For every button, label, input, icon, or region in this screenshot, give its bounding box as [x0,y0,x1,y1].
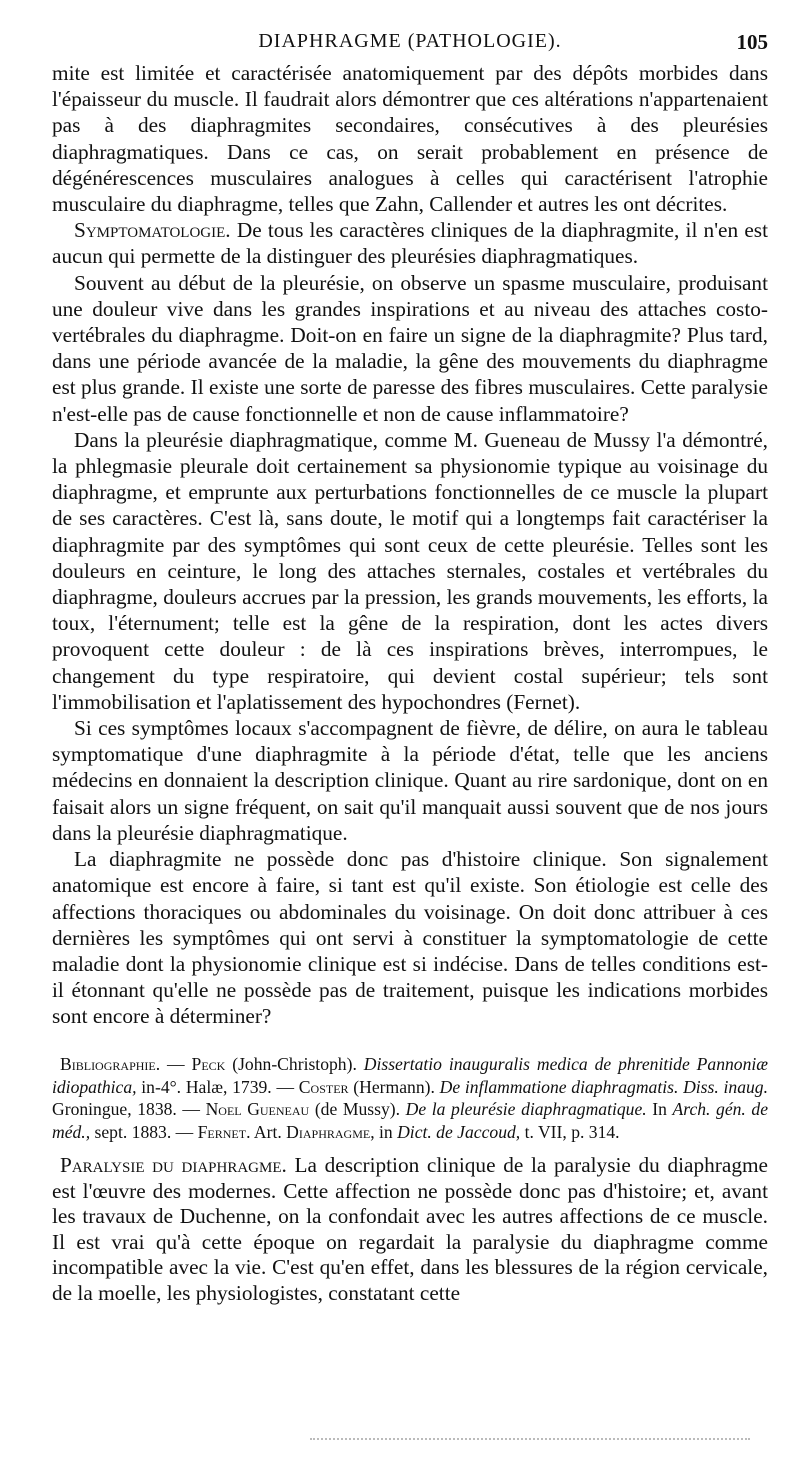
publication-info: In [646,1099,673,1119]
bibliography-label: Bibliographie. [60,1054,161,1074]
publication-info: Groningue, 1838. — [52,1099,206,1119]
work-title: Dissertatio inauguralis medica de phrenitide Pannoniæ idiopathica, [52,1054,769,1097]
paragraph-symptomatologie [52,217,768,269]
running-head [52,30,768,58]
paragraph-paralysie [52,1153,768,1306]
publication-info: . Art. [246,1121,287,1142]
dictionary-title: Dict. de Jaccoud, [397,1121,521,1142]
paragraph-continuation: mite est limitée et caractérisée anatomiquement par des dépôts morbides dans l'épaisseur du muscle. Il faudrait alors démontrer que ces altérations n'appartenaient pas à des diaphragmites secondaires, consécutives à des pleurésies diaphragmatiques. Dans ce cas, on serait probablement en présence de dégénérescences musculaires analogues à celles qui caractérisent l'atrophie musculaire du diaphragme, telles que Zahn, Callender et autres les ont décrites. [52,61,768,217]
section-heading-symptomatologie: Symptomatologie. [74,218,231,243]
paragraph: Dans la pleurésie diaphragmatique, comme M. Gueneau de Mussy l'a démontré, la phlegmasie pleurale doit certainement sa physionomie typique au voisinage du diaphragme, et emprunte aux perturbations fonctionnelles de ce muscle la plupart de ses caractères. C'est là, sans doute, le motif qui a longtemps fait caractériser la diaphragmite par des symptômes qui sont ceux de cette pleurésie. Telles sont les douleurs en ceinture, le long des attaches sternales, costales et vertébrales du diaphragme, douleurs accrues par la pression, les grands mouvements, les efforts, la toux, l'éternument; telle est la gêne de la respiration, dont les actes divers provoquent cette douleur : de là ces inspirations brèves, interrompues, le changement du type respiratoire, qui devient costal supérieur; tels sont l'immobilisation et l'aplatissement des hypochondres (Fernet). [52,427,768,714]
paragraph: Souvent au début de la pleurésie, on observe un spasme musculaire, produisant une douleur vive dans les grandes inspirations et au niveau des attaches costo-vertébrales du diaphragme. Doit-on en faire un signe de la diaphragmite? Plus tard, dans une période avancée de la maladie, la gêne des mouvements du diaphragme est plus grande. Il existe une sorte de paresse des fibres musculaires. Cette paralysie n'est-elle pas de cause fonctionnelle et non de cause inflammatoire? [52,270,768,426]
publication-info: sept. 1883. — [90,1121,198,1142]
section-heading-paralysie: Paralysie du diaphragme. [60,1153,287,1177]
author-name: Fernet [197,1121,247,1142]
paragraph-text: De tous les caractères cliniques de la diaphragmite, il n'en est aucun qui permette de la distinguer des pleurésies diaphragmatiques. [52,218,768,269]
work-title: De la pleurésie diaphragmatique. [405,1099,647,1119]
author-detail: (de Mussy). [309,1099,406,1119]
author-name: Coster [298,1076,349,1097]
author-detail: (Hermann). [348,1076,440,1097]
running-title: DIAPHRAGME (PATHOLOGIE). [258,30,562,52]
journal-title: Arch. gén. de méd., [52,1099,769,1142]
main-text [52,60,768,1030]
paragraph: La diaphragmite ne possède donc pas d'histoire clinique. Son signalement anatomique est encore à faire, si tant est qu'il existe. Son étiologie est celle des affections thoraciques ou abdominales du voisinage. On doit donc attribuer à ces dernières les symptômes qui ont servi à constituer la symptomatologie de cette maladie dont la physionomie clinique est si indécise. Dans de telles conditions est-il étonnant qu'elle ne possède pas de traitement, puisque les indications morbides sont encore à déterminer? [52,847,768,1029]
paralysie-section [52,1153,768,1306]
bottom-bleed-line [310,1438,750,1440]
page-number: 105 [736,30,768,54]
paragraph-text: La description clinique de la paralysie du diaphragme est l'œuvre des modernes. Cette affection ne possède donc pas d'histoire; et, avant les travaux de Duchenne, on la confondait avec les autres affections de ce muscle. Il est vrai qu'à cette époque on regardait la paralysie du diaphragme comme incompatible avec la vie. C'est qu'en effet, dans les blessures de la région cervicale, de la moelle, les physiologistes, constatant cette [52,1153,769,1305]
publication-info: in-4°. Halæ, 1739. — [136,1076,299,1097]
author-name: Noel Gueneau [205,1099,310,1119]
bibliography-entry [52,1053,768,1143]
article-word: Diaphragme [286,1121,371,1142]
work-title: De inflammatione diaphragmatis. Diss. inaug. [439,1076,769,1097]
publication-info: , in [370,1121,398,1142]
author-name: Peck [191,1054,226,1074]
publication-info: t. VII, p. 314. [520,1121,620,1142]
paragraph: Si ces symptômes locaux s'accompagnent de fièvre, de délire, on aura le tableau symptomatique d'une diaphragmite à la période d'état, telle que les anciens médecins en donnaient la description clinique. Quant au rire sardonique, dont on en faisait alors un signe fréquent, on sait qu'il manquait aussi souvent que de nos jours dans la pleurésie diaphragmatique. [52,716,768,845]
author-detail: (John-Christoph). [225,1054,364,1074]
bibliography [52,1053,768,1143]
separator: — [160,1054,192,1074]
